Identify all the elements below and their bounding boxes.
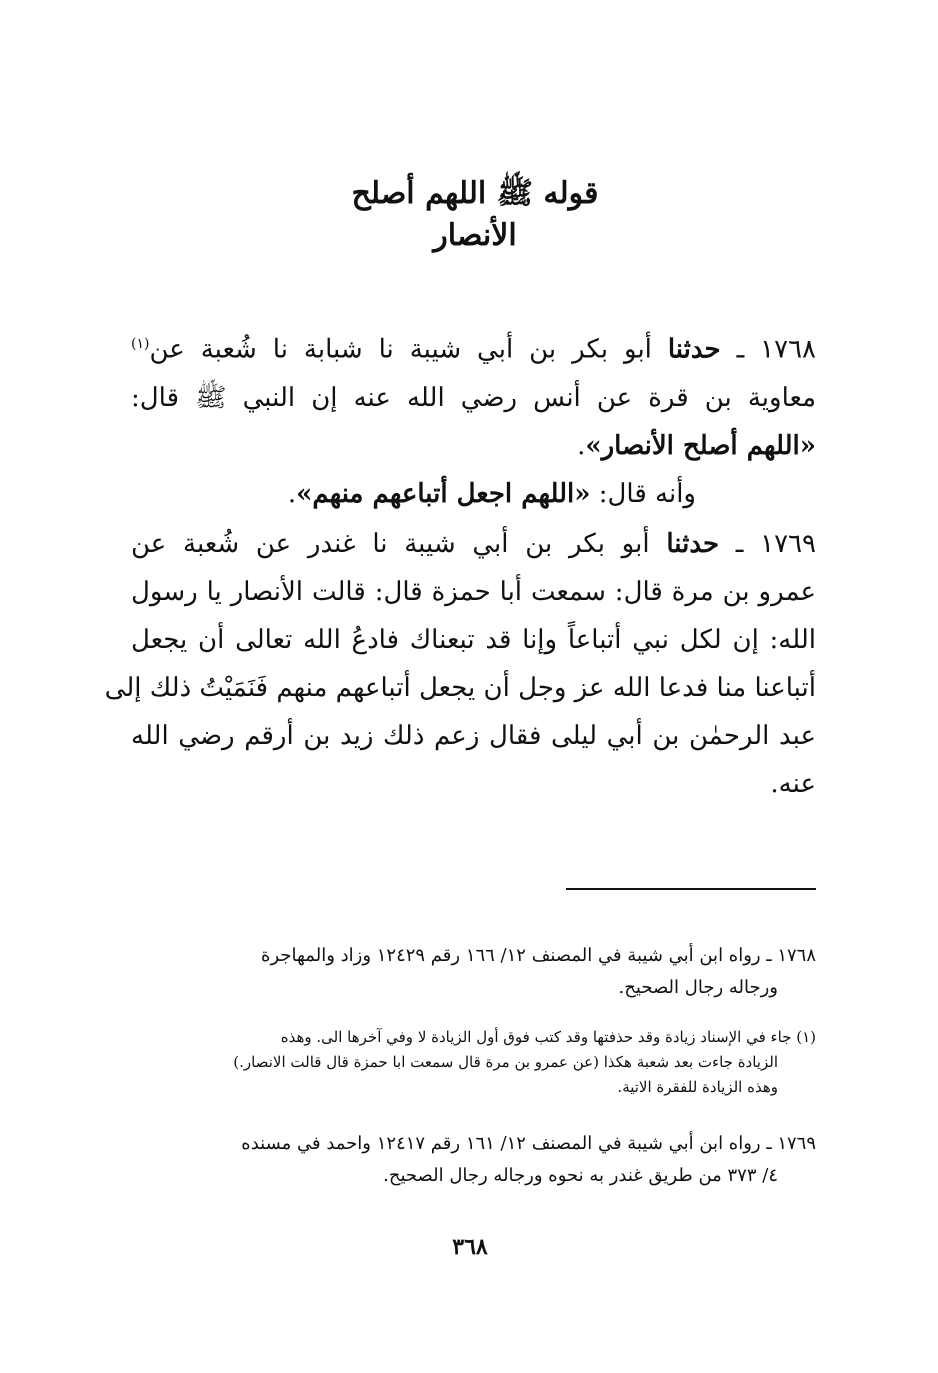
footnote-1769-line-2: ٤/ ٣٧٣ من طريق غندر به نحوه ورجاله رجال الصحيح. xyxy=(383,1165,778,1186)
hadith-1768-line-1 xyxy=(131,320,816,374)
isnad-text: أبو بكر بن أبي شيبة نا شبابة نا شُعبة عن xyxy=(149,334,652,365)
prophetic-saying-2: «اللهم اجعل أتباعهم منهم» xyxy=(296,478,591,509)
hadith-number: ١٧٦٩ ـ xyxy=(735,529,817,559)
footnote-note-line-1: (١) جاء في الإسناد زيادة وقد حذفتها وقد كتب فوق أول الزيادة لا وفي آخرها الى. وهذه xyxy=(280,1028,816,1046)
narration-word: حدثنا xyxy=(666,529,720,559)
prophetic-saying: «اللهم أصلح الأنصار» xyxy=(585,430,816,461)
hadith-1768 xyxy=(131,320,816,518)
narration-word: حدثنا xyxy=(667,334,721,365)
chapter-title: قوله ﷺ اللهم أصلح الأنصار xyxy=(351,176,599,253)
hadith-number: ١٧٦٨ ـ xyxy=(736,334,816,365)
hadith-1769-line-5: عبد الرحمٰن بن أبي ليلى فقال زعم ذلك زيد بن أرقم رضي الله xyxy=(131,721,816,751)
hadith-1769-line-2: عمرو بن مرة قال: سمعت أبا حمزة قال: قالت الأنصار يا رسول xyxy=(131,577,816,607)
footnote-marker: (١) xyxy=(131,336,150,352)
hadith-1769-line-6: عنه. xyxy=(770,769,816,799)
footnote-1768-line-2: ورجاله رجال الصحيح. xyxy=(618,977,778,998)
hadith-1769-line-3: الله: إن لكل نبي أتباعاً وإنا قد تبعناك فادعُ الله تعالى أن يجعل xyxy=(131,625,816,655)
footnote-1768-line-1: ١٧٦٨ ـ رواه ابن أبي شيبة في المصنف ١٢/ ١٦٦ رقم ١٢٤٢٩ وزاد والمهاجرة xyxy=(261,945,816,966)
hadith-1768-line-3: «اللهم أصلح الأنصار». xyxy=(577,430,816,461)
footnote-1769 xyxy=(126,1128,816,1192)
footnote-separator xyxy=(566,888,816,890)
hadith-1769-line-4: أتباعنا منا فدعا الله عز وجل أن يجعل أتباعهم منهم فَنَمَيْتُ ذلك إلى xyxy=(104,673,816,703)
footnote-note-line-2: الزيادة جاءت بعد شعبة هكذا (عن عمرو بن مرة قال سمعت ابا حمزة قال قالت الانصار.) xyxy=(233,1053,778,1071)
page-number: ٣٦٨ xyxy=(452,1234,488,1260)
hadith-1768-line-2: معاوية بن قرة عن أنس رضي الله عنه إن النبي ﷺ قال: xyxy=(131,382,816,413)
footnote-note-1 xyxy=(126,1025,816,1100)
isnad-text: أبو بكر بن أبي شيبة نا غندر عن شُعبة عن xyxy=(131,529,650,559)
footnote-note-line-3: وهذه الزيادة للفقرة الاتية. xyxy=(617,1078,778,1096)
footnote-1768 xyxy=(126,940,816,1004)
hadith-1769 xyxy=(104,520,817,808)
hadith-1768-line-4: وأنه قال: «اللهم اجعل أتباعهم منهم». xyxy=(287,478,696,509)
footnote-1769-line-1: ١٧٦٩ ـ رواه ابن أبي شيبة في المصنف ١٢/ ١٦١ رقم ١٢٤١٧ واحمد في مسنده xyxy=(241,1133,816,1154)
hadith-1769-line-1 xyxy=(131,520,816,568)
